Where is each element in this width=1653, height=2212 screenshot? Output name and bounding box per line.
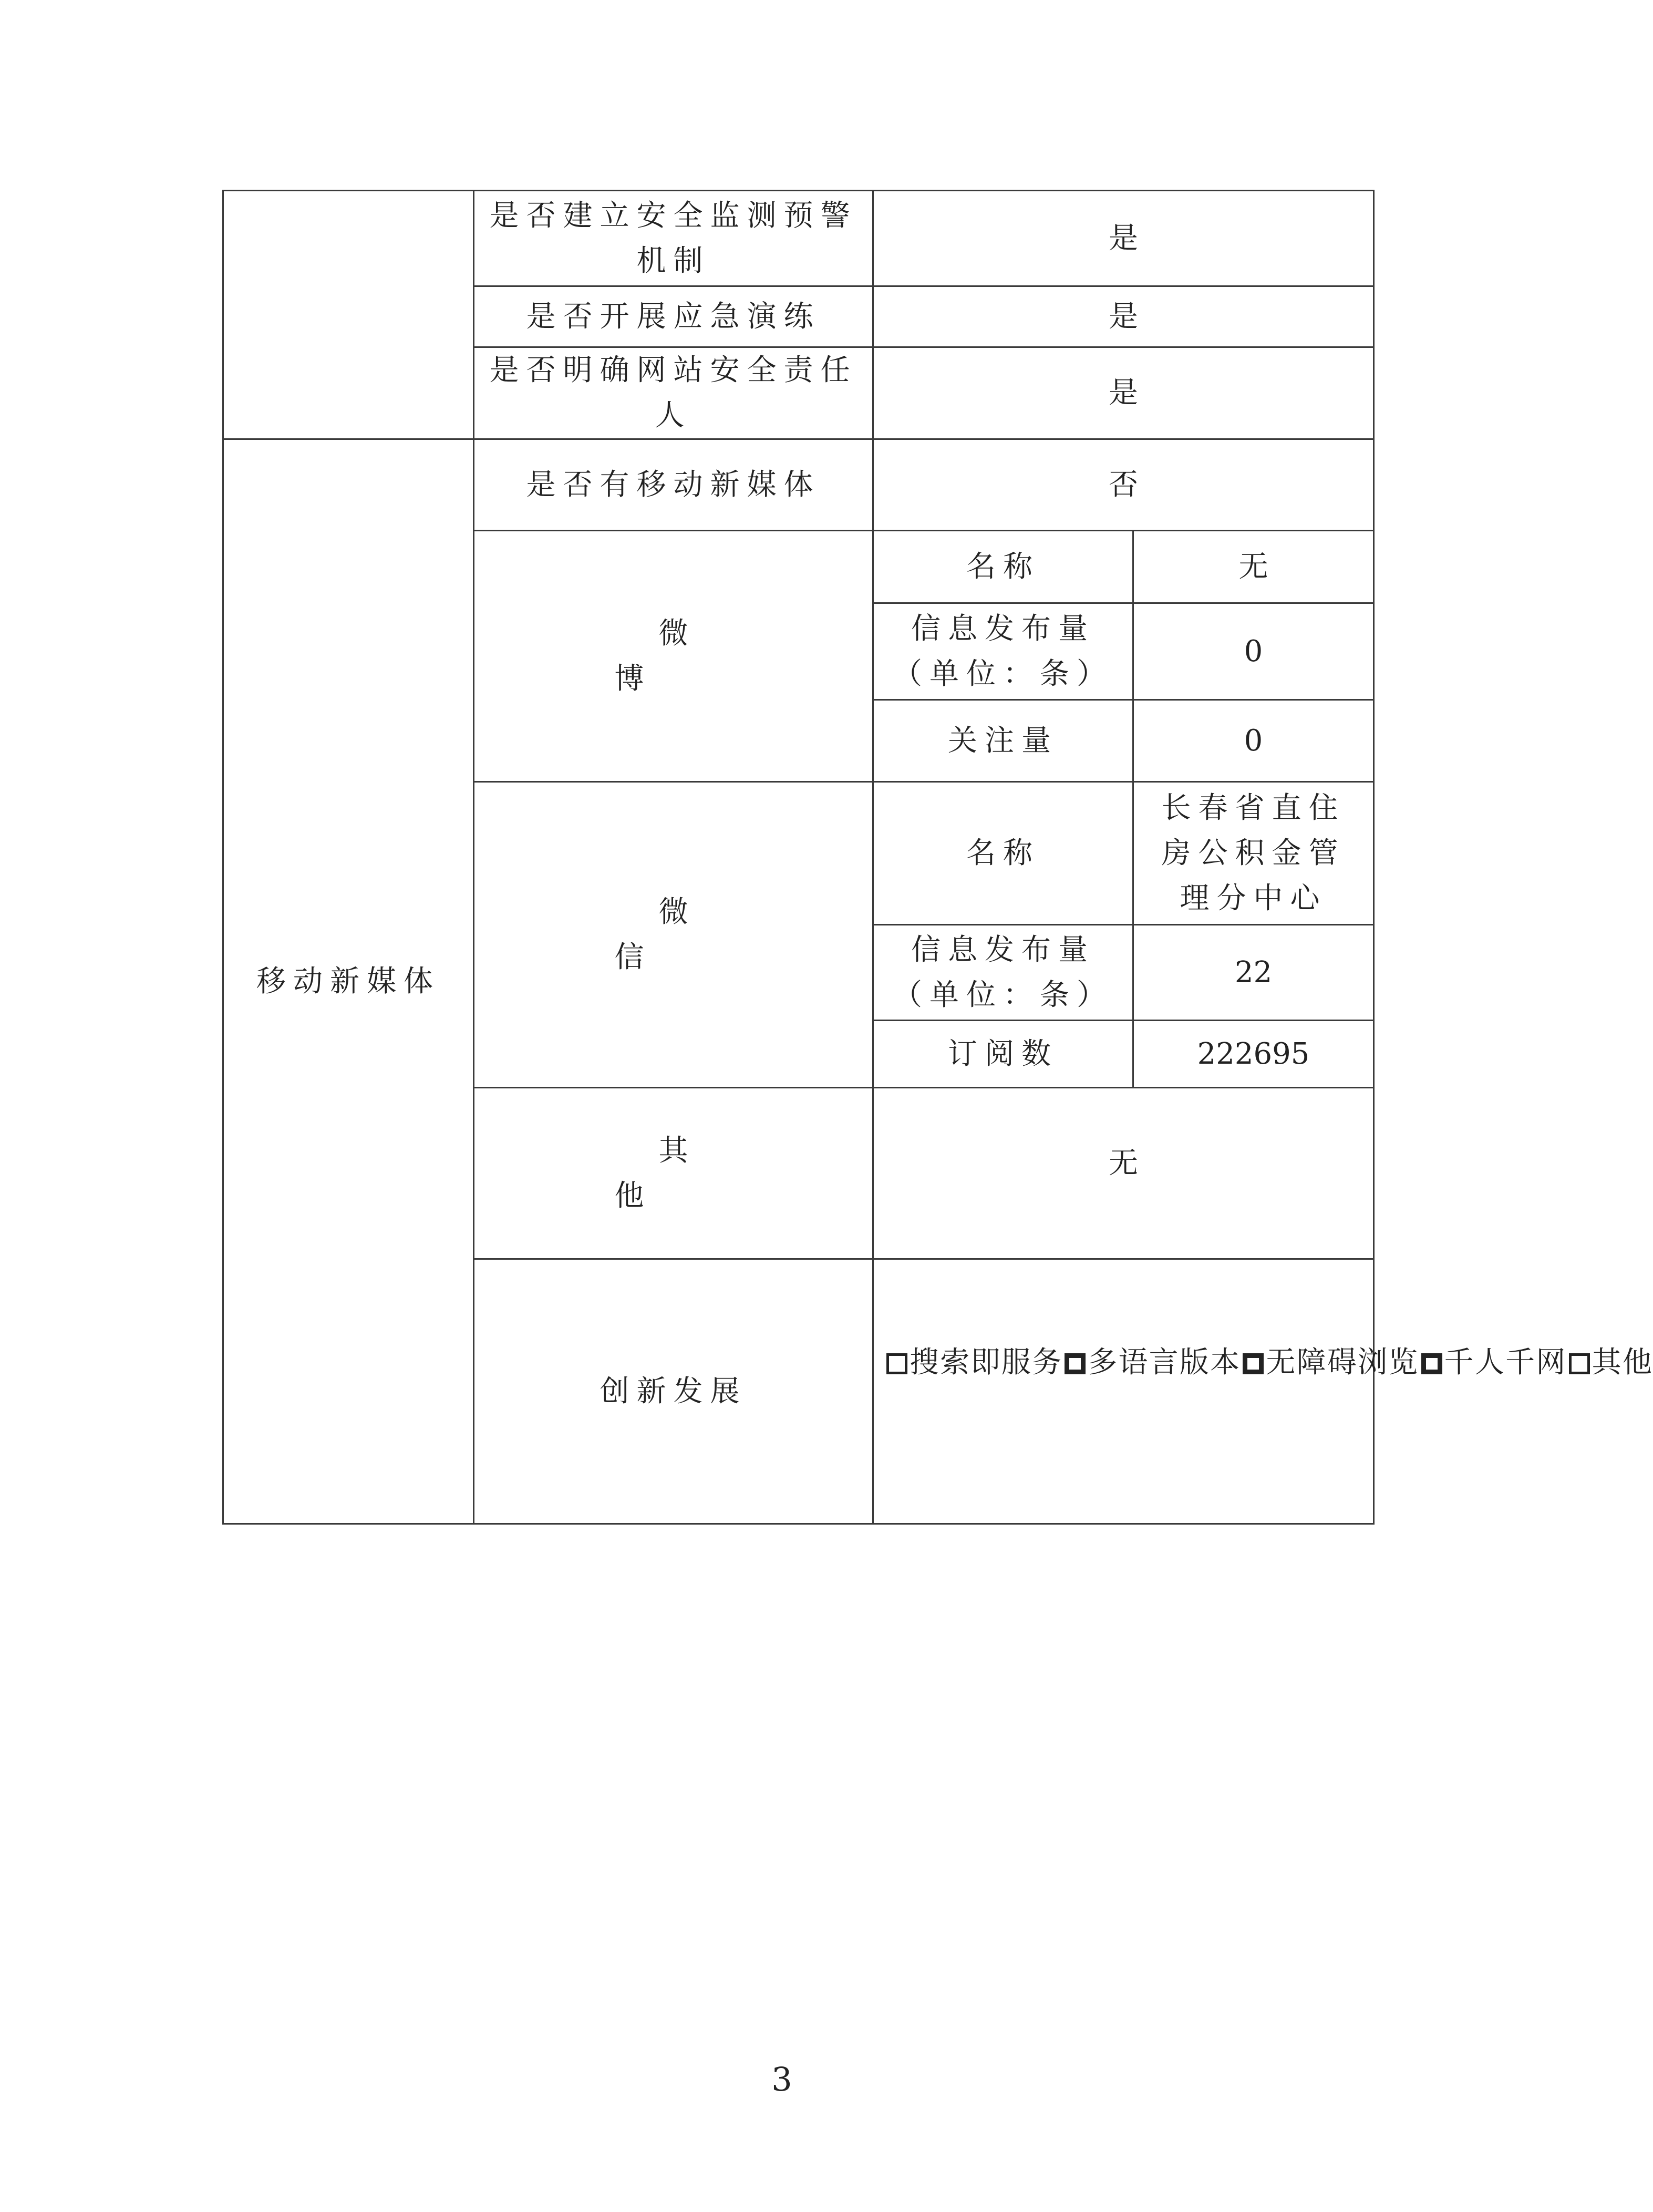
- innovation-options: [873, 1259, 1653, 1524]
- weibo-label: 微 博: [474, 531, 873, 782]
- checkbox-option-other[interactable]: 其他: [1567, 1345, 1653, 1380]
- other-label: 其 他: [474, 1088, 873, 1259]
- checkbox-option-multilang[interactable]: 多语言版本: [1062, 1345, 1241, 1380]
- checkbox-option-search[interactable]: 搜索即服务: [884, 1345, 1062, 1380]
- mobile-section-label: 移动新媒体: [223, 439, 474, 1524]
- has-mobile-label: 是否有移动新媒体: [474, 439, 873, 531]
- wechat-label: 微 信: [474, 782, 873, 1088]
- weibo-name-value: 无: [1133, 531, 1374, 603]
- checkbox-icon[interactable]: [1421, 1353, 1442, 1374]
- checkbox-icon[interactable]: [1065, 1353, 1086, 1374]
- checkbox-option-personalized[interactable]: 千人千网: [1419, 1345, 1567, 1380]
- wechat-subs-label: 订阅数: [873, 1021, 1133, 1088]
- security-section-cell: [223, 191, 474, 439]
- weibo-followers-label: 关注量: [873, 700, 1133, 782]
- checkbox-icon[interactable]: [886, 1353, 907, 1374]
- weibo-followers-value: 0: [1133, 700, 1374, 782]
- wechat-posts-label: 信息发布量（单位：条）: [873, 925, 1133, 1021]
- has-mobile-value: 否: [873, 439, 1374, 531]
- other-value: 无: [873, 1088, 1374, 1259]
- wechat-subs-value: 222695: [1133, 1021, 1374, 1088]
- owner-value: 是: [873, 347, 1374, 439]
- report-table: [222, 190, 1653, 1525]
- page-number: 3: [771, 2060, 792, 2098]
- monitor-label: 是否建立安全监测预警机制: [474, 191, 873, 286]
- owner-label: 是否明确网站安全责任人: [474, 347, 873, 439]
- checkbox-option-accessibility[interactable]: 无障碍浏览: [1241, 1345, 1419, 1380]
- drill-value: 是: [873, 286, 1374, 347]
- wechat-posts-value: 22: [1133, 925, 1374, 1021]
- table-row: [223, 191, 1374, 286]
- weibo-name-label: 名称: [873, 531, 1133, 603]
- wechat-name-label: 名称: [873, 782, 1133, 925]
- weibo-posts-label: 信息发布量（单位：条）: [873, 603, 1133, 700]
- table-row: [223, 439, 1374, 531]
- drill-label: 是否开展应急演练: [474, 286, 873, 347]
- monitor-value: 是: [873, 191, 1374, 286]
- weibo-posts-value: 0: [1133, 603, 1374, 700]
- wechat-name-value: 长春省直住房公积金管理分中心: [1133, 782, 1374, 925]
- checkbox-icon[interactable]: [1569, 1353, 1590, 1374]
- innovation-label: 创新发展: [474, 1259, 873, 1524]
- checkbox-icon[interactable]: [1243, 1353, 1264, 1374]
